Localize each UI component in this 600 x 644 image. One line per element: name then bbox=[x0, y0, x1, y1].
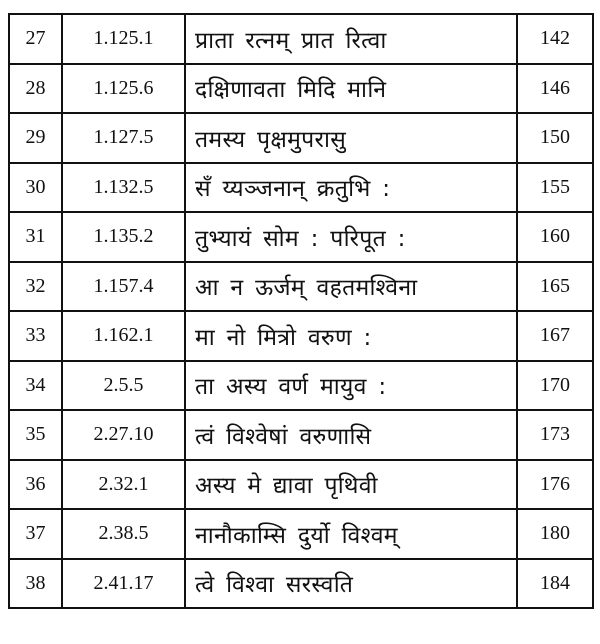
reference-cell: 1.157.4 bbox=[62, 262, 185, 312]
reference-cell: 1.162.1 bbox=[62, 311, 185, 361]
page-number-cell: 155 bbox=[517, 163, 593, 213]
page-number-cell: 142 bbox=[517, 14, 593, 64]
page-number-cell: 146 bbox=[517, 64, 593, 114]
table-row bbox=[9, 311, 593, 361]
table-row bbox=[9, 559, 593, 609]
reference-cell: 2.5.5 bbox=[62, 361, 185, 411]
reference-cell: 2.41.17 bbox=[62, 559, 185, 609]
table-row bbox=[9, 113, 593, 163]
reference-cell: 2.38.5 bbox=[62, 509, 185, 559]
page-number-cell: 150 bbox=[517, 113, 593, 163]
reference-cell: 2.27.10 bbox=[62, 410, 185, 460]
page-number-cell: 160 bbox=[517, 212, 593, 262]
table-row bbox=[9, 460, 593, 510]
mantra-text-cell: नानौकाम्सि दुर्यो विश्वम् bbox=[185, 509, 517, 559]
mantra-text-cell: अस्य मे द्यावा पृथिवी bbox=[185, 460, 517, 510]
mantra-text-cell: त्वं विश्वेषां वरुणासि bbox=[185, 410, 517, 460]
reference-cell: 1.125.6 bbox=[62, 64, 185, 114]
serial-number-cell: 30 bbox=[9, 163, 62, 213]
page-number-cell: 170 bbox=[517, 361, 593, 411]
page-number-cell: 173 bbox=[517, 410, 593, 460]
table-row bbox=[9, 212, 593, 262]
table-row bbox=[9, 163, 593, 213]
mantra-index-page bbox=[8, 13, 592, 609]
serial-number-cell: 37 bbox=[9, 509, 62, 559]
serial-number-cell: 29 bbox=[9, 113, 62, 163]
reference-cell: 2.32.1 bbox=[62, 460, 185, 510]
mantra-text-cell: ता अस्य वर्ण मायुव : bbox=[185, 361, 517, 411]
serial-number-cell: 36 bbox=[9, 460, 62, 510]
table-row bbox=[9, 262, 593, 312]
page-number-cell: 180 bbox=[517, 509, 593, 559]
mantra-text-cell: मा नो मित्रो वरुण : bbox=[185, 311, 517, 361]
table-row bbox=[9, 64, 593, 114]
page-number-cell: 167 bbox=[517, 311, 593, 361]
page-number-cell: 165 bbox=[517, 262, 593, 312]
serial-number-cell: 27 bbox=[9, 14, 62, 64]
mantra-index-table bbox=[8, 13, 594, 609]
mantra-text-cell: तुभ्यायं सोम : परिपूत : bbox=[185, 212, 517, 262]
mantra-text-cell: दक्षिणावता मिदि मानि bbox=[185, 64, 517, 114]
mantra-text-cell: तमस्य पृक्षमुपरासु bbox=[185, 113, 517, 163]
table-row bbox=[9, 410, 593, 460]
serial-number-cell: 31 bbox=[9, 212, 62, 262]
reference-cell: 1.132.5 bbox=[62, 163, 185, 213]
table-row bbox=[9, 509, 593, 559]
mantra-text-cell: प्राता रत्नम् प्रात रित्वा bbox=[185, 14, 517, 64]
reference-cell: 1.135.2 bbox=[62, 212, 185, 262]
reference-cell: 1.127.5 bbox=[62, 113, 185, 163]
mantra-text-cell: आ न ऊर्जम् वहतमश्विना bbox=[185, 262, 517, 312]
page-number-cell: 176 bbox=[517, 460, 593, 510]
serial-number-cell: 28 bbox=[9, 64, 62, 114]
page-number-cell: 184 bbox=[517, 559, 593, 609]
reference-cell: 1.125.1 bbox=[62, 14, 185, 64]
serial-number-cell: 35 bbox=[9, 410, 62, 460]
mantra-text-cell: सँ य्यञ्जनान् क्रतुभि : bbox=[185, 163, 517, 213]
table-row bbox=[9, 361, 593, 411]
mantra-text-cell: त्वे विश्वा सरस्वति bbox=[185, 559, 517, 609]
table-row bbox=[9, 14, 593, 64]
serial-number-cell: 33 bbox=[9, 311, 62, 361]
serial-number-cell: 38 bbox=[9, 559, 62, 609]
serial-number-cell: 32 bbox=[9, 262, 62, 312]
serial-number-cell: 34 bbox=[9, 361, 62, 411]
